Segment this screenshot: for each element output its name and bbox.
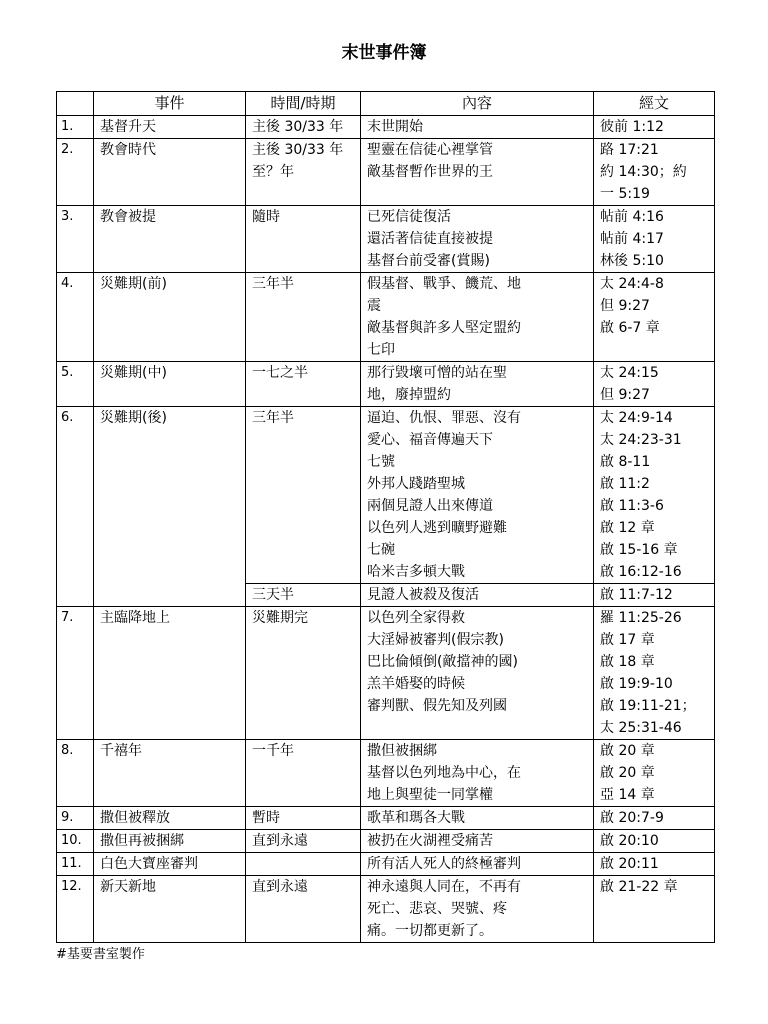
scripture-cell-line: 太 24:4-8	[600, 276, 664, 292]
table-row	[57, 362, 715, 407]
table-row	[57, 853, 715, 876]
time-cell-line: 至？年	[252, 164, 294, 180]
footer-credit: #基要書室製作	[56, 947, 145, 962]
content-cell	[361, 206, 594, 273]
event-name: 災難期(中)	[94, 362, 246, 407]
content-cell-line: 痛。一切都更新了。	[367, 923, 493, 939]
scripture-cell-line: 啟 11:2	[600, 476, 650, 492]
content-cell-line: 見證人被殺及復活	[367, 587, 479, 603]
event-name: 災難期(後)	[94, 407, 246, 607]
time-cell-line: 三年半	[252, 276, 294, 292]
scripture-cell-line: 太 24:15	[600, 365, 659, 381]
content-cell-line: 那行毀壞可憎的站在聖	[367, 365, 507, 381]
time-cell-line: 災難期完	[252, 610, 308, 626]
time-cell-line: 三天半	[252, 587, 294, 603]
header-event: 事件	[94, 92, 246, 116]
header-time: 時間/時期	[246, 92, 361, 116]
scripture-cell-line: 但 9:27	[600, 387, 650, 403]
content-cell-line: 已死信徒復活	[367, 209, 451, 225]
time-cell-line: 暫時	[252, 810, 280, 826]
time-cell	[246, 740, 361, 807]
row-number: 3.	[57, 206, 94, 273]
content-cell-line: 逼迫、仇恨、罪惡、沒有	[367, 410, 521, 426]
table-row	[57, 830, 715, 853]
scripture-cell	[594, 807, 715, 830]
time-cell-line: 直到永遠	[252, 833, 308, 849]
event-name: 災難期(前)	[94, 273, 246, 362]
time-cell-line	[252, 853, 360, 875]
content-cell-line: 神永遠與人同在，不再有	[367, 879, 521, 895]
content-cell-line: 聖靈在信徒心裡掌管	[367, 142, 493, 158]
content-cell-line: 地上與聖徒一同掌權	[367, 787, 493, 803]
content-cell-line: 假基督、戰爭、饑荒、地	[367, 276, 521, 292]
content-cell	[361, 139, 594, 206]
content-cell-line: 哈米吉多頓大戰	[367, 564, 465, 580]
content-cell	[361, 273, 594, 362]
content-cell	[361, 876, 594, 943]
scripture-cell-line: 啟 20:7-9	[600, 810, 664, 826]
table-row	[57, 407, 715, 584]
content-cell-line: 末世開始	[367, 119, 423, 135]
scripture-cell-line: 太 24:9-14	[600, 410, 673, 426]
content-cell-line: 還活著信徒直接被提	[367, 231, 493, 247]
scripture-cell-line: 約 14:30；約	[600, 164, 687, 180]
header-scripture: 經文	[594, 92, 715, 116]
event-name: 教會時代	[94, 139, 246, 206]
time-cell	[246, 273, 361, 362]
scripture-cell-line: 啟 19:9-10	[600, 676, 673, 692]
content-cell-line: 以色列人逃到曠野避難	[367, 520, 507, 536]
scripture-cell-line: 啟 16:12-16	[600, 564, 682, 580]
content-cell-line: 死亡、悲哀、哭號、疼	[367, 901, 507, 917]
content-cell	[361, 407, 594, 584]
scripture-cell-line: 帖前 4:17	[600, 231, 664, 247]
scripture-cell	[594, 139, 715, 206]
scripture-cell-line: 羅 11:25-26	[600, 610, 682, 626]
time-cell-line: 主後 30/33 年	[252, 119, 344, 135]
content-cell-line: 敵基督暫作世界的王	[367, 164, 493, 180]
scripture-cell	[594, 853, 715, 876]
scripture-cell-line: 啟 15-16 章	[600, 542, 678, 558]
event-name: 千禧年	[94, 740, 246, 807]
table-row	[57, 740, 715, 807]
scripture-cell-line: 林後 5:10	[600, 253, 664, 269]
time-cell	[246, 584, 361, 607]
scripture-cell	[594, 607, 715, 740]
scripture-cell-line: 一 5:19	[600, 186, 650, 202]
content-cell-line: 七印	[367, 342, 395, 358]
content-cell	[361, 807, 594, 830]
table-row	[57, 607, 715, 740]
scripture-cell-line: 啟 11:3-6	[600, 498, 664, 514]
table-body	[57, 116, 715, 943]
content-cell	[361, 584, 594, 607]
content-cell-line: 基督以色列地為中心，在	[367, 765, 521, 781]
content-cell-line: 兩個見證人出來傳道	[367, 498, 493, 514]
content-cell-line: 七碗	[367, 542, 395, 558]
table-row	[57, 116, 715, 139]
content-cell-line: 外邦人踐踏聖城	[367, 476, 465, 492]
time-cell	[246, 362, 361, 407]
row-number: 10.	[57, 830, 94, 853]
table-row	[57, 139, 715, 206]
page-title: 末世事件簿	[341, 43, 427, 63]
header-number	[57, 92, 94, 116]
scripture-cell-line: 啟 19:11-21；	[600, 698, 696, 714]
row-number: 9.	[57, 807, 94, 830]
row-number: 1.	[57, 116, 94, 139]
event-name: 新天新地	[94, 876, 246, 943]
time-cell	[246, 807, 361, 830]
content-cell-line: 所有活人死人的終極審判	[367, 856, 521, 872]
scripture-cell	[594, 876, 715, 943]
content-cell-line: 被扔在火湖裡受痛苦	[367, 833, 493, 849]
scripture-cell-line: 啟 18 章	[600, 654, 655, 670]
scripture-cell	[594, 273, 715, 362]
time-cell-line: 一千年	[252, 743, 294, 759]
table-row	[57, 206, 715, 273]
scripture-cell-line: 啟 20 章	[600, 765, 655, 781]
content-cell	[361, 830, 594, 853]
scripture-cell-line: 但 9:27	[600, 298, 650, 314]
row-number: 12.	[57, 876, 94, 943]
event-name: 撒但被釋放	[94, 807, 246, 830]
scripture-cell-line: 亞 14 章	[600, 787, 655, 803]
time-cell	[246, 830, 361, 853]
scripture-cell-line: 太 24:23-31	[600, 432, 682, 448]
scripture-cell-line: 啟 21-22 章	[600, 879, 678, 895]
content-cell-line: 審判獸、假先知及列國	[367, 698, 507, 714]
content-cell	[361, 362, 594, 407]
time-cell	[246, 116, 361, 139]
row-number: 6.	[57, 407, 94, 607]
scripture-cell	[594, 116, 715, 139]
time-cell	[246, 853, 361, 876]
content-cell	[361, 607, 594, 740]
scripture-cell	[594, 584, 715, 607]
row-number: 7.	[57, 607, 94, 740]
time-cell-line: 主後 30/33 年	[252, 142, 344, 158]
scripture-cell-line: 路 17:21	[600, 142, 659, 158]
scripture-cell-line: 帖前 4:16	[600, 209, 664, 225]
time-cell	[246, 407, 361, 584]
scripture-cell	[594, 407, 715, 584]
content-cell-line: 巴比倫傾倒(敵擋神的國)	[367, 654, 518, 670]
row-number: 5.	[57, 362, 94, 407]
table-row	[57, 273, 715, 362]
time-cell	[246, 876, 361, 943]
event-name: 主臨降地上	[94, 607, 246, 740]
content-cell	[361, 740, 594, 807]
table-row	[57, 876, 715, 943]
scripture-cell-line: 啟 8-11	[600, 454, 651, 470]
content-cell-line: 歌革和瑪各大戰	[367, 810, 465, 826]
scripture-cell-line: 太 25:31-46	[600, 720, 682, 736]
row-number: 2.	[57, 139, 94, 206]
content-cell	[361, 116, 594, 139]
content-cell-line: 震	[367, 298, 381, 314]
scripture-cell-line: 啟 20 章	[600, 743, 655, 759]
content-cell-line: 以色列全家得救	[367, 610, 465, 626]
scripture-cell-line: 啟 12 章	[600, 520, 655, 536]
time-cell	[246, 607, 361, 740]
content-cell-line: 大淫婦被審判(假宗教)	[367, 632, 504, 648]
content-cell-line: 敵基督與許多人堅定盟約	[367, 320, 521, 336]
event-name: 基督升天	[94, 116, 246, 139]
scripture-cell-line: 啟 11:7-12	[600, 587, 673, 603]
scripture-cell	[594, 362, 715, 407]
content-cell-line: 撒但被捆綁	[367, 743, 437, 759]
time-cell-line: 隨時	[252, 209, 280, 225]
row-number: 8.	[57, 740, 94, 807]
time-cell-line: 直到永遠	[252, 879, 308, 895]
table-header-row	[57, 92, 715, 116]
content-cell-line: 基督台前受審(賞賜)	[367, 253, 490, 269]
content-cell	[361, 853, 594, 876]
table-row	[57, 807, 715, 830]
time-cell-line: 三年半	[252, 410, 294, 426]
content-cell-line: 愛心、福音傳遍天下	[367, 432, 493, 448]
scripture-cell	[594, 830, 715, 853]
event-name: 教會被提	[94, 206, 246, 273]
scripture-cell-line: 啟 20:10	[600, 833, 659, 849]
scripture-cell-line: 彼前 1:12	[600, 119, 664, 135]
content-cell-line: 地，廢掉盟約	[367, 387, 451, 403]
event-name: 白色大寶座審判	[94, 853, 246, 876]
time-cell	[246, 206, 361, 273]
row-number: 4.	[57, 273, 94, 362]
events-table	[56, 91, 715, 943]
scripture-cell	[594, 740, 715, 807]
row-number: 11.	[57, 853, 94, 876]
time-cell	[246, 139, 361, 206]
event-name: 撒但再被捆綁	[94, 830, 246, 853]
scripture-cell	[594, 206, 715, 273]
content-cell-line: 羔羊婚娶的時候	[367, 676, 465, 692]
header-content: 內容	[361, 92, 594, 116]
time-cell-line: 一七之半	[252, 365, 308, 381]
scripture-cell-line: 啟 6-7 章	[600, 320, 660, 336]
scripture-cell-line: 啟 20:11	[600, 856, 659, 872]
scripture-cell-line: 啟 17 章	[600, 632, 655, 648]
content-cell-line: 七號	[367, 454, 395, 470]
